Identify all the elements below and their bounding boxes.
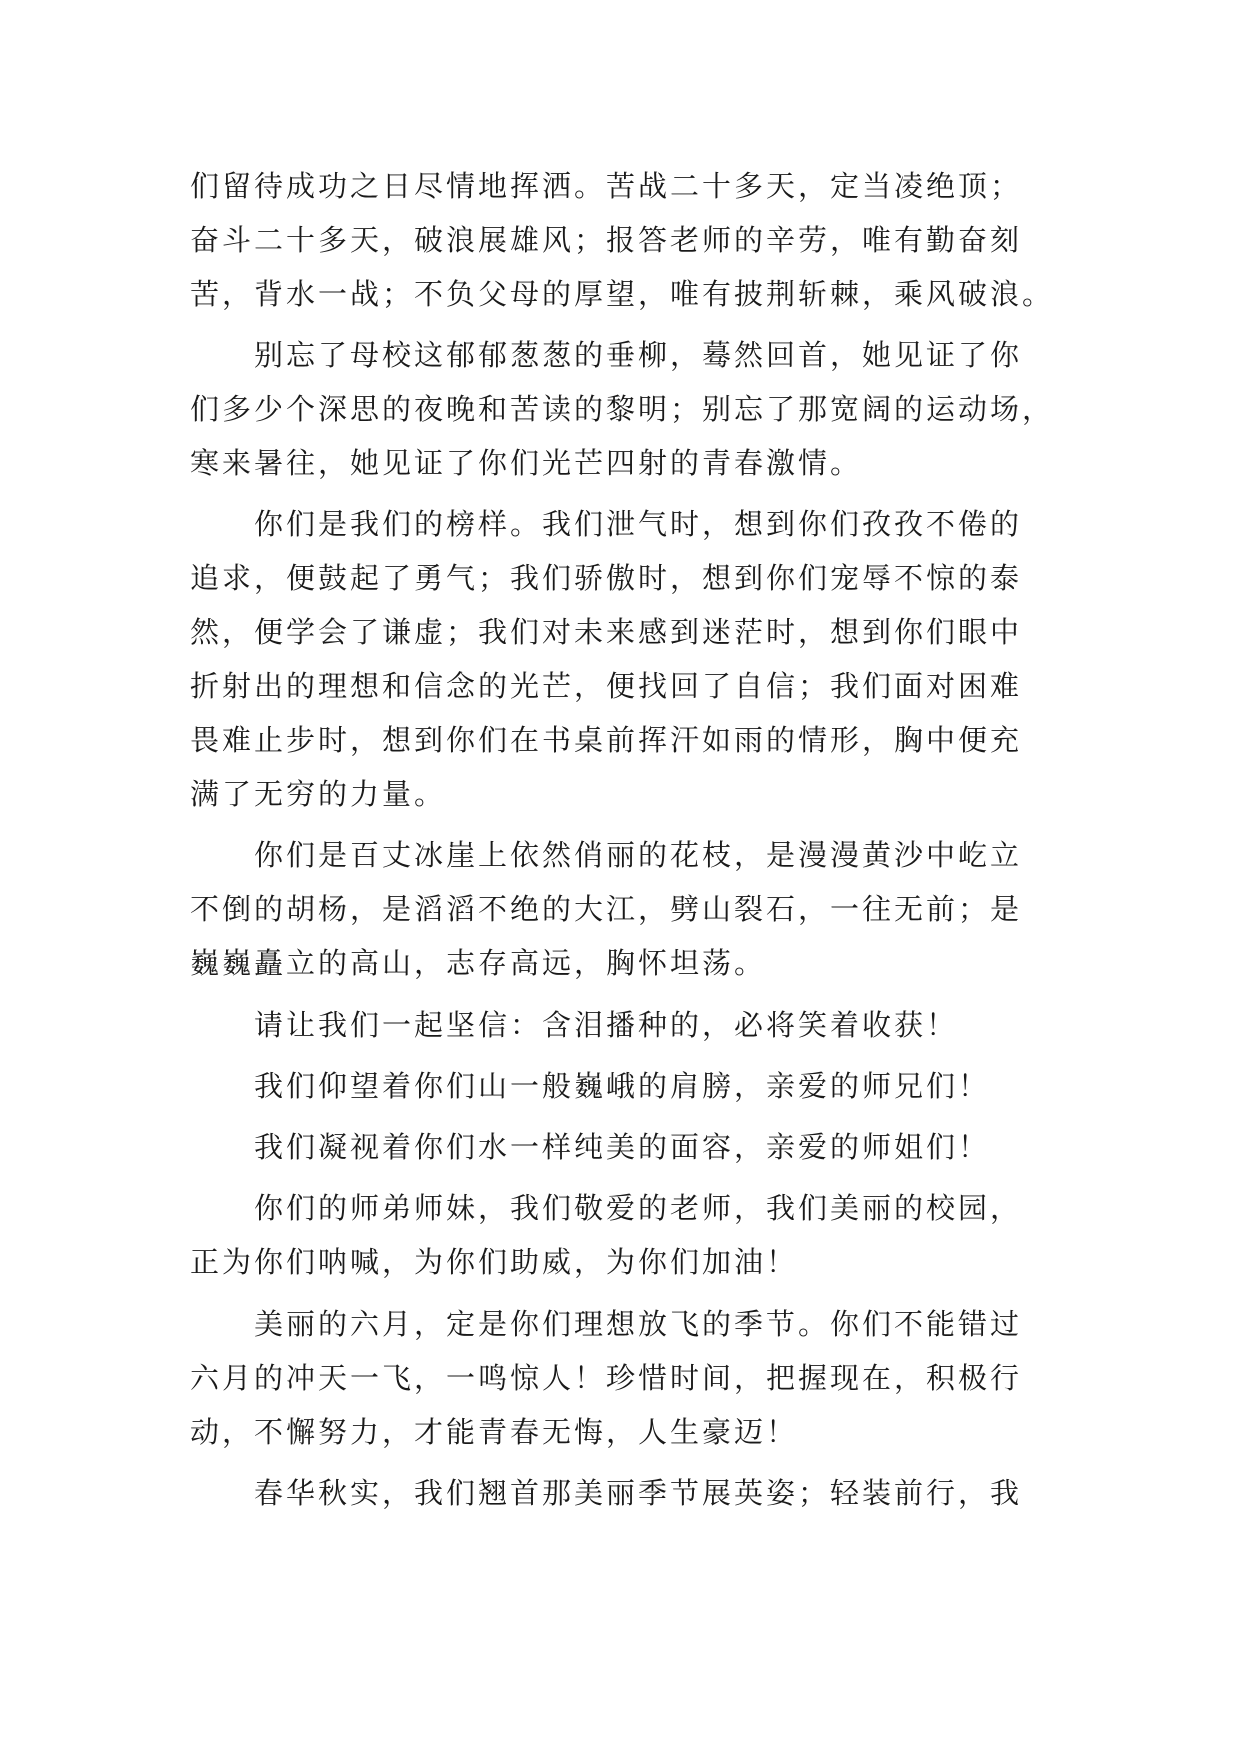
paragraph-start: 春华秋实，我们翘首那美丽季节展英姿；轻装前行，我 [254, 1476, 1023, 1510]
text-line: 畏难止步时，想到你们在书桌前挥汗如雨的情形，胸中便充 [190, 723, 1023, 757]
text-line: 六月的冲天一飞，一鸣惊人！珍惜时间，把握现在，积极行 [190, 1361, 1023, 1395]
text-line: 追求，便鼓起了勇气；我们骄傲时，想到你们宠辱不惊的泰 [190, 561, 1023, 595]
text-line: 满了无穷的力量。 [190, 777, 447, 811]
text-line: 正为你们呐喊，为你们助威，为你们加油！ [190, 1245, 799, 1279]
text-line: 们留待成功之日尽情地挥洒。苦战二十多天，定当凌绝顶； [190, 169, 1023, 203]
text-line: 苦，背水一战；不负父母的厚望，唯有披荆斩棘，乘风破浪。 [190, 277, 1055, 311]
text-line: 巍巍矗立的高山，志存高远，胸怀坦荡。 [190, 946, 767, 980]
text-line: 动，不懈努力，才能青春无悔，人生豪迈！ [190, 1415, 799, 1449]
text-line: 不倒的胡杨，是滔滔不绝的大江，劈山裂石，一往无前；是 [190, 892, 1023, 926]
paragraph-start: 我们仰望着你们山一般巍峨的肩膀，亲爱的师兄们！ [254, 1069, 991, 1103]
text-line: 然，便学会了谦虚；我们对未来感到迷茫时，想到你们眼中 [190, 615, 1023, 649]
paragraph-start: 我们凝视着你们水一样纯美的面容，亲爱的师姐们！ [254, 1130, 991, 1164]
text-line: 折射出的理想和信念的光芒，便找回了自信；我们面对困难 [190, 669, 1023, 703]
paragraph-start: 你们的师弟师妹，我们敬爱的老师，我们美丽的校园， [254, 1191, 1023, 1225]
paragraph-start: 请让我们一起坚信：含泪播种的，必将笑着收获！ [254, 1008, 959, 1042]
paragraph-start: 别忘了母校这郁郁葱葱的垂柳，蓦然回首，她见证了你 [254, 338, 1023, 372]
paragraph-start: 美丽的六月，定是你们理想放飞的季节。你们不能错过 [254, 1307, 1023, 1341]
text-line: 寒来暑往，她见证了你们光芒四射的青春激情。 [190, 446, 863, 480]
paragraph-start: 你们是百丈冰崖上依然俏丽的花枝，是漫漫黄沙中屹立 [254, 838, 1023, 872]
text-line: 奋斗二十多天，破浪展雄风；报答老师的辛劳，唯有勤奋刻 [190, 223, 1023, 257]
paragraph-start: 你们是我们的榜样。我们泄气时，想到你们孜孜不倦的 [254, 507, 1023, 541]
text-line: 们多少个深思的夜晚和苦读的黎明；别忘了那宽阔的运动场， [190, 392, 1055, 426]
